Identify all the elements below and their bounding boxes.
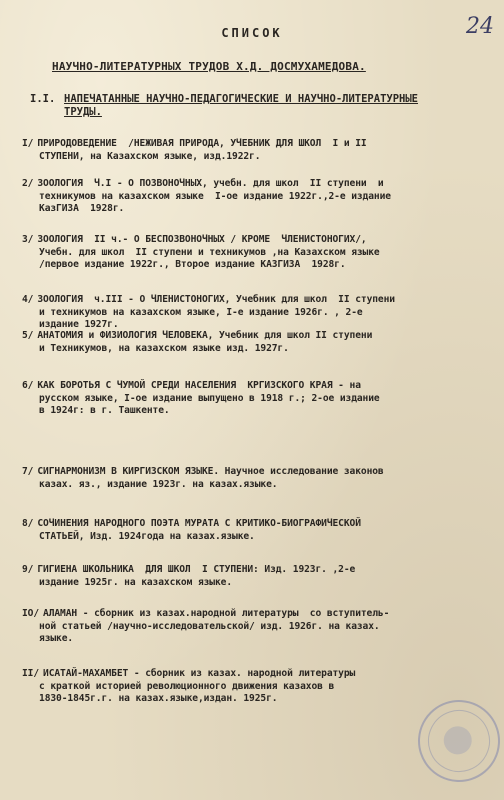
item-number: 8/ — [22, 518, 34, 529]
list-item — [22, 564, 498, 589]
item-number: IO/ — [22, 608, 40, 619]
document-subtitle: НАУЧНО-ЛИТЕРАТУРНЫХ ТРУДОВ Х.Д. ДОСМУХАМЕДОВА. — [52, 60, 366, 73]
section-title-line1: НАПЕЧАТАННЫЕ НАУЧНО-ПЕДАГОГИЧЕСКИЕ И НАУЧНО-ЛИТЕРАТУРНЫЕ — [64, 93, 419, 105]
list-item — [22, 466, 498, 491]
list-item — [22, 518, 498, 543]
item-number: 5/ — [22, 330, 34, 341]
item-number: 3/ — [22, 234, 34, 245]
item-number: I/ — [22, 138, 34, 149]
item-text: ЗООЛОГИЯ Ч.I - О ПОЗВОНОЧНЫХ, учебн. для школ II ступени и техникумов на казахском языке I-ое издание 1922г.,2-е издание КазГИЗА 1928г. — [37, 178, 391, 214]
item-number: 9/ — [22, 564, 34, 575]
item-number: 6/ — [22, 380, 34, 391]
stamp-emblem-icon — [440, 723, 475, 758]
item-text: СОЧИНЕНИЯ НАРОДНОГО ПОЭТА МУРАТА С КРИТИКО-БИОГРАФИЧЕСКОЙ СТАТЬЕЙ, Изд. 1924года на казах.языке. — [37, 518, 361, 542]
item-number: 2/ — [22, 178, 34, 189]
list-item — [22, 234, 498, 272]
item-number: 7/ — [22, 466, 34, 477]
list-item — [22, 380, 498, 418]
item-text: ГИГИЕНА ШКОЛЬНИКА ДЛЯ ШКОЛ I СТУПЕНИ: Изд. 1923г. ,2-е издание 1925г. на казахском языке. — [37, 564, 356, 588]
list-item — [22, 330, 498, 355]
item-text: ПРИРОДОВЕДЕНИЕ /НЕЖИВАЯ ПРИРОДА, УЧЕБНИК ДЛЯ ШКОЛ I и II СТУПЕНИ, на Казахском языке, изд.1922г. — [37, 138, 367, 162]
list-item — [22, 608, 498, 646]
item-text: АЛАМАН - сборник из казах.народной литературы со вступитель- ной статьей /научно-исследовательской/ изд. 1926г. на казах. языке. — [39, 608, 390, 644]
item-text: ИСАТАЙ-МАХАМБЕТ - сборник из казах. народной литературы с краткой историей революционного движения казахов в 1830-1845г.г. на казах.языке,издан. 1925г. — [39, 668, 356, 704]
item-number: 4/ — [22, 294, 34, 305]
document-title: СПИСОК — [221, 26, 283, 40]
item-text: ЗООЛОГИЯ II ч.- О БЕСПОЗВОНОЧНЫХ / КРОМЕ ЧЛЕНИСТОНОГИХ/, Учебн. для школ II ступени и техникумов ,на Казахском языке /первое издание 1922г., Второе издание КАЗГИЗА 1928г. — [37, 234, 380, 270]
item-text: СИГНАРМОНИЗМ В КИРГИЗСКОМ ЯЗЫКЕ. Научное исследование законов казах. яз., издание 1923г. на казах.языке. — [37, 466, 384, 490]
section-title-line2: ТРУДЫ. — [64, 106, 102, 118]
list-item — [22, 138, 498, 163]
section-number: I.I. — [30, 93, 56, 105]
item-text: КАК БОРОТЬЯ С ЧУМОЙ СРЕДИ НАСЕЛЕНИЯ КРГИЗСКОГО КРАЯ - на русском языке, I-ое издание выпущено в 1918 г.; 2-ое издание в 1924г: в г. Ташкенте. — [37, 380, 380, 416]
item-text: АНАТОМИЯ и ФИЗИОЛОГИЯ ЧЕЛОВЕКА, Учебник для школ II ступени и Техникумов, на казахском языке изд. 1927г. — [37, 330, 373, 354]
list-item — [22, 668, 498, 706]
item-number: II/ — [22, 668, 40, 679]
list-item — [22, 178, 498, 216]
item-text: ЗООЛОГИЯ ч.III - О ЧЛЕНИСТОНОГИХ, Учебник для школ II ступени и техникумов на казахском языке, I-е издание 1926г. , 2-е издание 1927г. — [37, 294, 395, 330]
section-heading — [30, 93, 490, 119]
list-item — [22, 294, 498, 332]
page-number: 24 — [466, 14, 494, 39]
